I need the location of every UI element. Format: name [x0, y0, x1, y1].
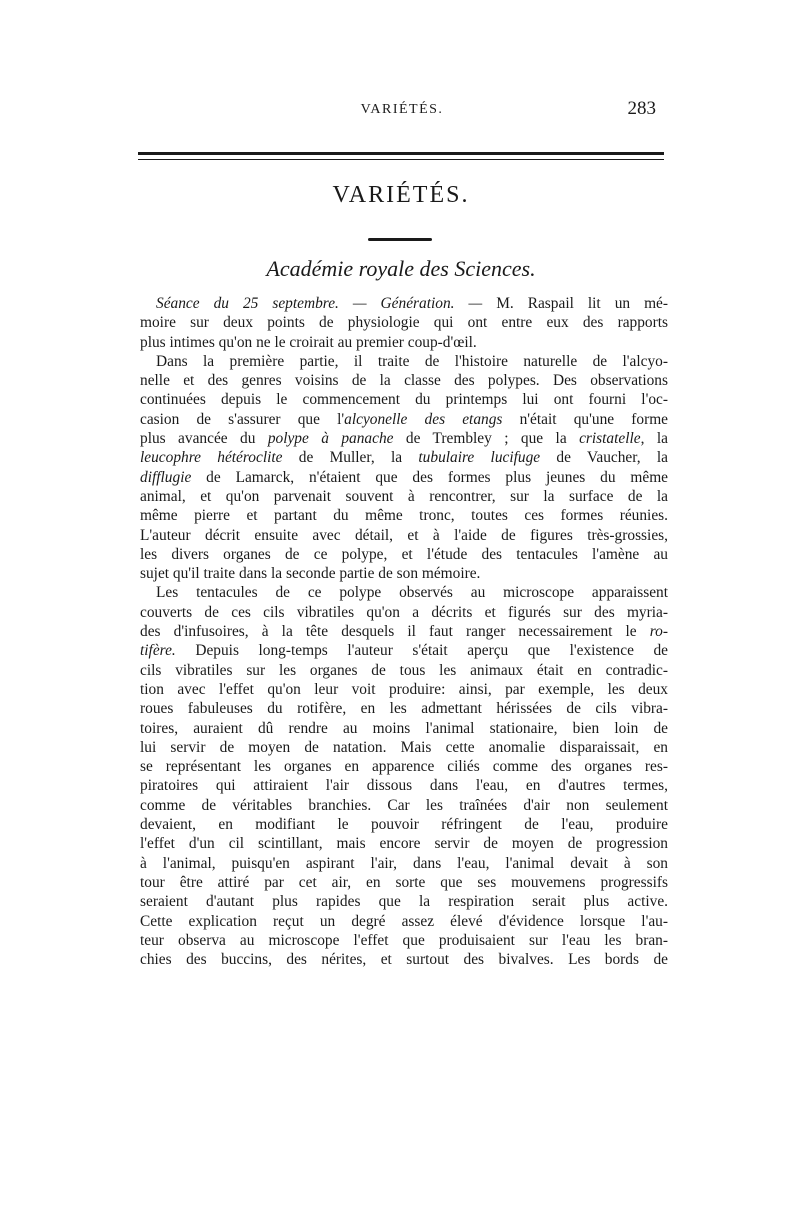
text-segment: de Lamarck, n'étaient que des formes plus jeunes du même: [191, 468, 668, 486]
text-segment: tion avec l'effet qu'on leur voit produire: ainsi, par exemple, les deux: [140, 680, 668, 698]
subsection-title: Académie royale des Sciences.: [266, 256, 536, 281]
text-segment: Dans la première partie, il traite de l'histoire naturelle de l'alcyo-: [156, 352, 668, 370]
text-segment: couverts de ces cils vibratiles qu'on a décrits et figurés sur des myria-: [140, 603, 668, 621]
text-line: [140, 873, 668, 892]
text-line: [140, 333, 668, 352]
body-text: [140, 294, 668, 969]
italic-segment: tifère.: [140, 642, 176, 660]
text-line: [140, 448, 668, 467]
text-segment: de Muller, la: [282, 449, 419, 467]
italic-segment: cristatelle: [579, 430, 641, 448]
text-segment: continuées depuis le commencement du printemps lui ont fourni l'oc-: [140, 391, 668, 409]
text-line: [140, 429, 668, 448]
text-segment: piratoires qui attiraient l'air dissous dans l'eau, en d'autres termes,: [140, 777, 668, 795]
text-segment: des d'infusoires, à la tête desquels il faut ranger necessairement le: [140, 623, 650, 641]
double-rule-thin: [138, 159, 664, 160]
text-line: [140, 506, 668, 525]
text-line: [140, 699, 668, 718]
text-line: [140, 757, 668, 776]
text-line: [140, 294, 668, 313]
text-line: [140, 912, 668, 931]
text-segment: de Trembley ; que la: [393, 430, 580, 448]
italic-segment: difflugie: [140, 468, 192, 486]
text-line: [140, 834, 668, 853]
text-segment: à l'animal, puisqu'en aspirant l'air, dans l'eau, l'animal devait à son: [140, 854, 668, 872]
text-line: [140, 603, 668, 622]
running-title: VARIÉTÉS.: [360, 102, 444, 117]
text-line: [140, 815, 668, 834]
text-segment: sujet qu'il traite dans la seconde partie de son mémoire.: [140, 565, 481, 583]
ornament-dash: [368, 238, 432, 241]
section-title: VARIÉTÉS.: [332, 182, 470, 208]
text-segment: toires, auraient dû rendre au moins l'animal stationaire, bien loin de: [140, 719, 668, 737]
text-segment: se représentant les organes en apparence ciliés comme des organes res-: [140, 758, 668, 776]
text-line: [140, 564, 668, 583]
text-segment: L'auteur décrit ensuite avec détail, et à l'aide de figures très-grossies,: [140, 526, 668, 544]
double-rule-thick: [138, 152, 664, 155]
text-line: [140, 776, 668, 795]
text-segment: devaient, en modifiant le pouvoir réfringent de l'eau, produire: [140, 816, 668, 834]
page-number: 283: [627, 98, 656, 119]
text-line: [140, 313, 668, 332]
text-segment: animal, et qu'on parvenait souvent à rencontrer, sur la surface de la: [140, 487, 668, 505]
italic-segment: polype à panache: [267, 430, 394, 448]
text-line: [140, 950, 668, 969]
text-segment: l'effet d'un cil scintillant, mais encore servir de moyen de progression: [140, 835, 668, 853]
text-segment: nelle et des genres voisins de la classe des polypes. Des observations: [140, 372, 668, 390]
text-line: [140, 854, 668, 873]
text-line: [140, 661, 668, 680]
text-segment: chies des buccins, des nérites, et surtout des bivalves. Les bords de: [140, 951, 668, 969]
text-segment: même pierre et partant du même tronc, toutes ces formes réunies.: [140, 507, 668, 525]
text-line: [140, 352, 668, 371]
italic-segment: alcyonelle des etangs: [344, 410, 503, 428]
text-line: [140, 545, 668, 564]
text-line: [140, 583, 668, 602]
text-line: [140, 468, 668, 487]
italic-segment: ro-: [649, 623, 668, 641]
text-segment: tour être attiré par cet air, en sorte que ses mouvemens progressifs: [140, 873, 668, 891]
text-segment: lui servir de moyen de natation. Mais cette anomalie disparaissait, en: [140, 738, 668, 756]
text-segment: cils vibratiles sur les organes de tous les animaux était en contradic-: [140, 661, 668, 679]
text-line: [140, 526, 668, 545]
text-segment: moire sur deux points de physiologie qui ont entre eux des rapports: [140, 314, 668, 332]
text-segment: M. Raspail lit un mé-: [496, 295, 669, 312]
text-segment: comme de véritables branchies. Car les traînées d'air non seulement: [140, 796, 668, 814]
text-line: [140, 931, 668, 950]
text-line: [140, 892, 668, 911]
text-line: [140, 719, 668, 738]
text-segment: seraient d'autant plus rapides que la respiration serait plus active.: [140, 893, 668, 911]
text-segment: n'était qu'une forme: [502, 410, 669, 428]
italic-segment: Séance du 25 septembre. — Génération. —: [156, 295, 497, 312]
text-segment: teur observa au microscope l'effet que produisaient sur l'eau les bran-: [140, 931, 668, 949]
text-line: [140, 680, 668, 699]
text-line: [140, 390, 668, 409]
text-segment: Les tentacules de ce polype observés au microscope apparaissent: [156, 584, 668, 602]
text-line: [140, 641, 668, 660]
text-segment: , la: [640, 430, 668, 448]
text-segment: plus avancée du: [140, 430, 268, 448]
text-segment: Depuis long-temps l'auteur s'était aperçu que l'existence de: [175, 642, 668, 660]
text-line: [140, 410, 668, 429]
text-segment: roues fabuleuses du rotifère, en les admettant hérissées de cils vibra-: [140, 700, 668, 718]
text-segment: les divers organes de ce polype, et l'étude des tentacules l'amène au: [140, 545, 668, 563]
running-head: [140, 98, 664, 122]
italic-segment: leucophre hétéroclite: [140, 449, 283, 467]
italic-segment: tubulaire lucifuge: [418, 449, 541, 467]
text-segment: Cette explication reçut un degré assez élevé d'évidence lorsque l'au-: [140, 912, 668, 930]
text-line: [140, 622, 668, 641]
text-segment: casion de s'assurer que l': [140, 410, 345, 428]
text-line: [140, 738, 668, 757]
text-line: [140, 796, 668, 815]
text-segment: plus intimes qu'on ne le croirait au premier coup-d'œil.: [140, 333, 477, 351]
text-line: [140, 487, 668, 506]
text-segment: de Vaucher, la: [540, 449, 668, 467]
text-line: [140, 371, 668, 390]
